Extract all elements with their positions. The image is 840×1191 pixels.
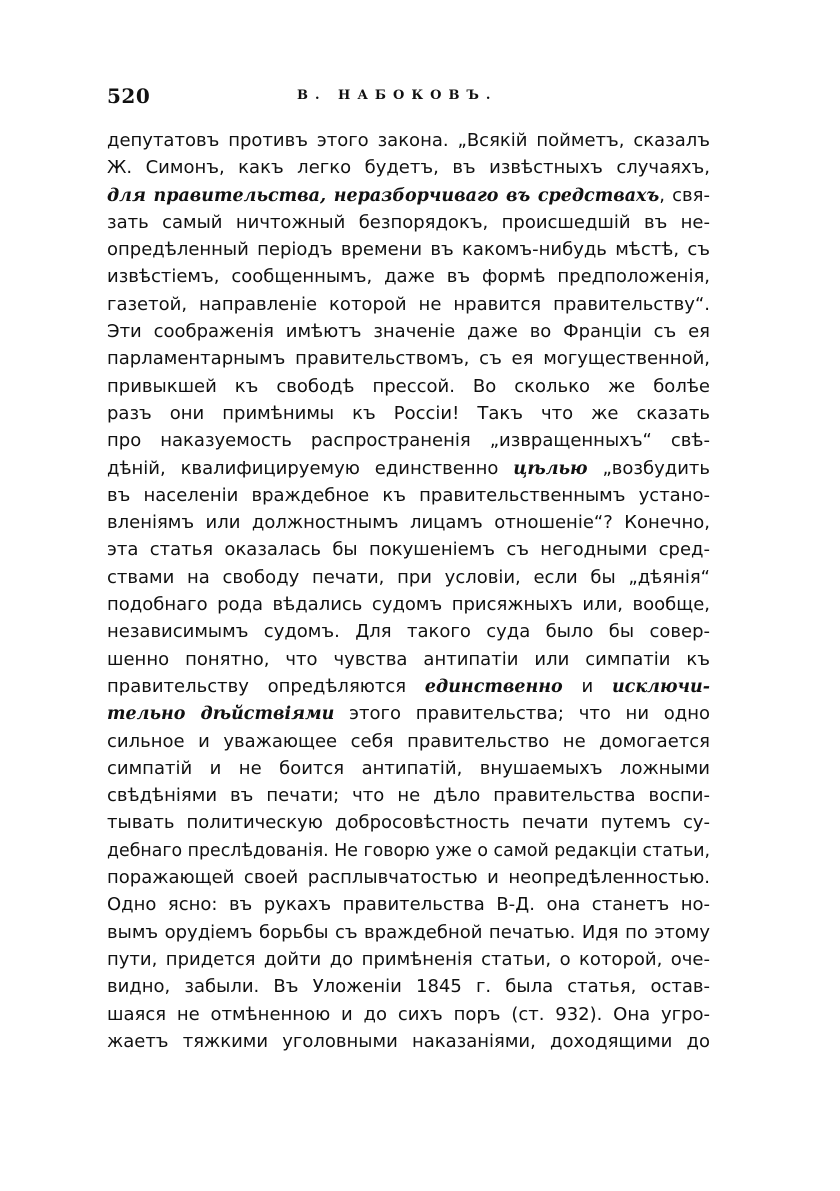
- text-line: [107, 236, 710, 263]
- text-line: [107, 1028, 710, 1055]
- text-segment: Одно ясно: въ рукахъ правительства В-Д. она станетъ но-: [107, 894, 710, 916]
- text-line: [107, 127, 710, 154]
- text-segment: парламентарнымъ правительствомъ, съ ея могущественной,: [107, 348, 710, 370]
- text-line: [107, 673, 710, 700]
- italic-text: цѣлью: [513, 458, 588, 479]
- text-line: [107, 837, 710, 864]
- text-line: [107, 782, 710, 809]
- text-line: [107, 809, 710, 836]
- text-line: [107, 891, 710, 918]
- text-segment: этого правительства; что ни одно: [334, 703, 710, 725]
- text-segment: , свя-: [659, 184, 710, 206]
- text-segment: ствами на свободу печати, при условіи, если бы „дѣянія“: [107, 566, 710, 588]
- text-line: [107, 263, 710, 290]
- text-segment: опредѣленный періодъ времени въ какомъ-нибудь мѣстѣ, съ: [107, 239, 710, 261]
- text-segment: вымъ орудіемъ борьбы съ враждебной печатью. Идя по этому: [107, 921, 710, 943]
- text-segment: „возбудить: [587, 457, 710, 479]
- text-segment: газетой, направленіе которой не нравится правительству“.: [107, 293, 710, 315]
- text-line: [107, 455, 710, 482]
- text-line: [107, 400, 710, 427]
- text-line: [107, 345, 710, 372]
- text-segment: эта статья оказалась бы покушеніемъ съ негодными сред-: [107, 539, 710, 561]
- text-line: [107, 536, 710, 563]
- page-number: 520: [107, 84, 151, 108]
- text-segment: сильное и уважающее себя правительство не домогается: [107, 730, 710, 752]
- text-segment: тывать политическую добросовѣстность печати путемъ су-: [107, 812, 710, 834]
- text-line: [107, 919, 710, 946]
- text-segment: про наказуемость распространенія „извращенныхъ“ свѣ-: [107, 430, 710, 452]
- text-line: [107, 291, 710, 318]
- text-line: [107, 973, 710, 1000]
- running-head: В. НАБОКОВЪ.: [297, 88, 498, 103]
- text-segment: независимымъ судомъ. Для такого суда было бы совер-: [107, 621, 710, 643]
- text-line: [107, 618, 710, 645]
- text-line: [107, 755, 710, 782]
- text-segment: извѣстіемъ, сообщеннымъ, даже въ формѣ предположенія,: [107, 266, 710, 288]
- text-line: [107, 864, 710, 891]
- text-line: [107, 646, 710, 673]
- text-segment: дѣній, квалифицируемую единственно: [107, 457, 514, 479]
- text-line: [107, 373, 710, 400]
- text-segment: поражающей своей расплывчатостью и неопредѣленностью.: [107, 867, 710, 889]
- text-segment: жаетъ тяжкими уголовными наказаніями, доходящими до: [107, 1030, 710, 1052]
- italic-text: для правительства, неразборчиваго въ средствахъ: [107, 185, 660, 206]
- text-segment: пути, придется дойти до примѣненія статьи, о которой, оче-: [107, 948, 710, 970]
- text-segment: депутатовъ противъ этого закона. „Всякій пойметъ, сказалъ: [107, 130, 710, 151]
- text-line: [107, 154, 710, 181]
- text-segment: дебнаго преслѣдованія. Не говорю уже о самой редакціи статьи,: [107, 839, 711, 861]
- text-line: [107, 564, 710, 591]
- text-segment: вленіямъ или должностнымъ лицамъ отношеніе“? Конечно,: [107, 512, 710, 534]
- text-segment: Ж. Симонъ, какъ легко будетъ, въ извѣстныхъ случаяхъ,: [107, 157, 710, 179]
- text-segment: правительству опредѣляются: [107, 675, 425, 697]
- italic-text: тельно дѣйствіями: [107, 704, 335, 725]
- text-line: [107, 182, 710, 209]
- text-segment: въ населеніи враждебное къ правительственнымъ устано-: [107, 484, 710, 506]
- text-segment: симпатій и не боится антипатій, внушаемыхъ ложными: [107, 757, 710, 779]
- text-line: [107, 209, 710, 236]
- text-line: [107, 427, 710, 454]
- text-segment: Эти соображенія имѣютъ значеніе даже во Франціи съ ея: [107, 321, 710, 343]
- text-line: [107, 1001, 710, 1028]
- text-line: [107, 482, 710, 509]
- text-line: [107, 509, 710, 536]
- text-line: [107, 591, 710, 618]
- text-segment: шенно понятно, что чувства антипатіи или симпатіи къ: [107, 648, 710, 670]
- italic-text: единственно: [424, 676, 563, 697]
- text-line: [107, 700, 710, 727]
- text-segment: привыкшей къ свободѣ прессой. Во сколько же болѣе: [107, 375, 710, 397]
- text-line: [107, 728, 710, 755]
- body-text: [107, 127, 710, 1055]
- text-segment: подобнаго рода вѣдались судомъ присяжныхъ или, вообще,: [107, 594, 710, 616]
- text-segment: зать самый ничтожный безпорядокъ, происшедшій въ не-: [107, 211, 710, 233]
- text-segment: свѣдѣніями въ печати; что не дѣло правительства воспи-: [107, 785, 710, 807]
- page-header: [107, 84, 710, 114]
- text-segment: разъ они примѣнимы къ Россіи! Такъ что же сказать: [107, 402, 710, 424]
- text-line: [107, 946, 710, 973]
- text-segment: шаяся не отмѣненною и до сихъ поръ (ст. 932). Она угро-: [107, 1003, 710, 1025]
- text-line: [107, 318, 710, 345]
- text-segment: видно, забыли. Въ Уложеніи 1845 г. была статья, остав-: [107, 976, 710, 998]
- text-segment: и: [562, 675, 612, 697]
- italic-text: исключи-: [611, 676, 710, 697]
